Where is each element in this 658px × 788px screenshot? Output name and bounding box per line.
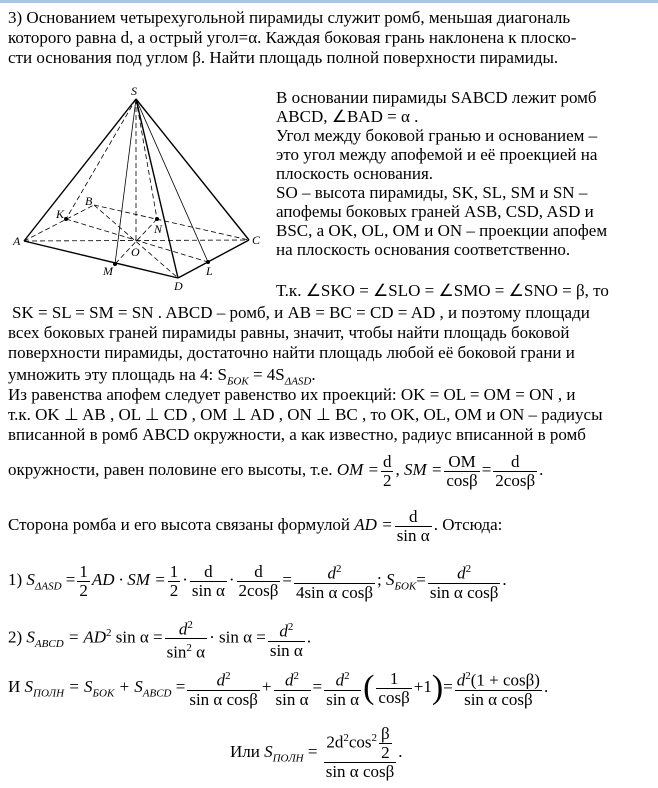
solution-line-1: В основании пирамиды SABCD лежит ромб — [276, 88, 597, 107]
subscript: ΔASD — [284, 375, 312, 388]
solution-line-6: SO – высота пирамиды, SK, SL, SM и SN – — [276, 183, 588, 202]
fraction — [294, 560, 375, 602]
text: d — [457, 563, 466, 583]
fraction — [165, 616, 208, 662]
num: β — [381, 724, 390, 744]
text: SM = — [403, 460, 443, 479]
subscript: ΔASD — [34, 580, 62, 593]
subscript: ABCD — [34, 638, 64, 651]
top-border — [0, 0, 658, 3]
text: = — [312, 677, 323, 696]
formula-1: 1) $S_{\Delta ASD}$ = $\frac{1}{2}$ AD · SM = $\frac{1}{2}$ · $\frac{d}{\text{sin α}}$ · $\frac{d}{2\cos\beta}$ = $\frac{d^2}{\text{4sin α cosβ}}$ ; $S_{БОК}=$ $\frac{d^2}{\text{sin α cosβ}}$ . — [8, 561, 507, 602]
text: · sin α = — [209, 627, 266, 647]
label-n: N — [154, 222, 163, 236]
subscript: ПОЛН — [272, 752, 304, 765]
label-d: D — [174, 279, 183, 293]
text: + S — [118, 677, 143, 696]
num: OM — [444, 453, 479, 472]
fraction — [428, 560, 501, 602]
problem-line-1: 3) Основанием четырехугольной пирамиды служит ромб, меньшая диагональ — [8, 8, 571, 27]
text: AD = — [354, 515, 393, 534]
label-s: S — [131, 84, 137, 98]
subscript: БОК — [394, 580, 417, 593]
fraction — [324, 725, 397, 781]
problem-line-3: сти основания под углом β. Найти площадь полной поверхности пирамиды. — [8, 48, 559, 67]
formula-4: Или $S_{ПОЛН}$ = $2d^2\cos^2$ $\frac{\beta}{2}$ sin α cosβ . — [230, 724, 403, 782]
text: · — [182, 570, 188, 589]
label-k: K — [56, 207, 65, 221]
subscript: БОК — [92, 687, 115, 700]
text: = 4S — [248, 365, 285, 384]
subscript: БОК — [226, 375, 249, 388]
num: $d^2$ — [268, 618, 305, 642]
text: Сторона ромба и его высота связаны формулой — [8, 515, 351, 534]
text: = S — [68, 677, 93, 696]
den: 2 — [382, 470, 392, 490]
den: sin α cosβ — [189, 689, 258, 709]
fraction — [168, 563, 181, 600]
fraction — [395, 508, 432, 545]
text: = — [175, 677, 186, 696]
text: d — [279, 621, 288, 641]
den: sin α — [191, 580, 225, 600]
text: 2d — [326, 732, 344, 752]
fraction — [379, 725, 392, 762]
num: 1 — [376, 670, 411, 689]
text: И — [8, 677, 21, 696]
fraction — [190, 563, 227, 600]
text: 1) — [8, 570, 23, 589]
den: sin α — [326, 689, 360, 709]
fraction — [268, 618, 305, 660]
solution-line-8: BSC, а OK, OL, OM и ON – проекции апофем — [276, 221, 608, 240]
formula-2: 2) $S_{ABCD} = AD^2$ sin α = $\frac{d^2}{\sin^2 \alpha}$ · sin α = $\frac{d^2}{\text{sin α}}$ . — [8, 613, 311, 664]
text: окружности, равен половине его высоты, т.е. — [8, 460, 333, 479]
fraction — [493, 453, 537, 490]
solution-line-10: Т.к. ∠SKO = ∠SLO = ∠SMO = ∠SNO = β, то — [276, 281, 609, 300]
label-o: O — [131, 245, 140, 259]
num: $d^2$ — [428, 560, 501, 584]
label-b: B — [85, 194, 93, 208]
full-line-2: всех боковых граней пирамиды равны, значит, чтобы найти площадь боковой — [8, 323, 570, 342]
fraction — [381, 453, 394, 490]
solution-line-9: на плоскость основания соответственно. — [276, 240, 571, 259]
text: · — [228, 570, 235, 589]
label-m: M — [103, 264, 113, 278]
den: sin α cosβ — [429, 582, 499, 602]
den: 2cosβ — [238, 580, 279, 600]
solution-line-2: ABCD, ∠BAD = α . — [276, 107, 419, 126]
label-c: C — [252, 233, 261, 247]
text: = — [65, 570, 76, 589]
subscript: ПОЛН — [33, 687, 65, 700]
full-line-4: умножить эту площадь на 4: $S_{БОК} = 4S_{\Delta ASD}$. — [8, 365, 316, 388]
solution-line-7: апофемы боковых граней ASB, CSD, ASD и — [276, 202, 594, 221]
fraction — [237, 563, 281, 600]
text: +1 — [413, 677, 432, 696]
label-a: A — [13, 234, 21, 248]
text: Или — [230, 742, 260, 761]
text: d — [285, 670, 294, 690]
den: 4sin α cosβ — [295, 582, 373, 602]
num: $d^2$ — [274, 667, 311, 691]
text: cos — [348, 732, 372, 752]
text: OM = — [336, 460, 379, 479]
num: 1 — [79, 561, 88, 581]
problem-line-2: которого равна d, а острый угол=α. Каждая боковая грань наклонена к плоско- — [8, 28, 577, 47]
den: sin α — [396, 525, 430, 545]
num: d — [237, 563, 281, 582]
solution-line-3: Угол между боковой гранью и основанием – — [276, 126, 598, 145]
full-line-1: SK = SL = SM = SN . ABCD – ромб, и AB = BC = CD = AD , и поэтому площади — [12, 303, 590, 322]
num: $d^2$ — [165, 616, 208, 640]
text: = AD — [67, 627, 106, 647]
text: + — [261, 677, 272, 696]
den: 2 — [381, 743, 390, 763]
den: sin α cosβ — [325, 762, 395, 782]
num: $d^2$ — [324, 667, 361, 691]
fraction — [444, 453, 479, 490]
text: sin — [166, 642, 187, 662]
text: d — [335, 670, 345, 690]
text: sin α = — [111, 627, 163, 647]
full-line-3: поверхности пирамиды, достаточно найти площадь любой её боковой грани и — [8, 343, 575, 362]
num: d — [493, 453, 537, 472]
side-formula-line — [8, 505, 502, 545]
solution-line-5: плоскость основания. — [276, 164, 434, 183]
formula-3: И $S_{ПОЛН} = S_{БОК} + S_{ABCD}$ = $\frac{d^2}{\text{sin α cosβ}}$ + $\frac{d^2}{\text{sin α}}$ = $\frac{d^2}{\text{sin α}}$ ( $\frac{1}{\cos\beta}$ +1)= $\frac{d^2(1 + \cos\beta)}{\text{sin α cosβ}}$ . — [8, 668, 549, 709]
label-l: L — [206, 264, 213, 278]
text: d — [456, 670, 466, 690]
pyramid-figure — [0, 80, 280, 293]
num: d — [382, 451, 392, 471]
den: sin α cosβ — [464, 689, 533, 709]
fraction — [274, 667, 311, 709]
num: $d^2$ — [294, 560, 375, 584]
text: d — [216, 670, 226, 690]
fraction — [455, 667, 542, 709]
den: sin α — [269, 640, 303, 660]
fraction — [376, 670, 411, 707]
full-line-5: Из равенства апофем следует равенство их проекций: OK = OL = OM = ON , и — [8, 385, 576, 404]
den: $\sin^2 \alpha$ — [166, 642, 206, 662]
text: . Отсюда: — [433, 515, 503, 534]
den: 2 — [79, 580, 88, 600]
text: d — [178, 619, 188, 639]
subscript: ABCD — [142, 687, 172, 700]
text: 2) — [8, 627, 23, 647]
text: умножить эту площадь на 4: S — [8, 365, 227, 384]
fraction — [187, 667, 260, 709]
den: 2cosβ — [495, 470, 536, 490]
full-line-8: окружности, равен половине его высоты, т.е. OM = $\frac{d}{2}$ , SM = $\frac{OM}{\cos\beta}$ = $\frac{d}{2\cos\beta}$ . — [8, 451, 544, 490]
num: 1 — [169, 561, 179, 581]
full-line-6: т.к. OK ⊥ AB , OL ⊥ CD , OM ⊥ AD , ON ⊥ BC , то OK, OL, OM и ON – радиусы — [8, 405, 603, 424]
num: d — [395, 508, 432, 527]
den: cosβ — [378, 687, 410, 707]
text: (1 + cosβ) — [470, 670, 540, 690]
fraction — [77, 563, 90, 600]
num: $2d^2\cos^2$ $\frac{\beta}{2}$ — [324, 725, 397, 763]
fraction — [324, 667, 361, 709]
text: d — [327, 563, 336, 583]
den: sin α — [275, 689, 309, 709]
solution-line-4: это угол между апофемой и её проекцией на — [276, 145, 598, 164]
num: $d^2$ — [187, 667, 260, 691]
full-line-7: вписанной в ромб ABCD окружности, а как известно, радиус вписанной в ромб — [8, 425, 586, 444]
den: cosβ — [446, 470, 478, 490]
den: 2 — [169, 580, 179, 600]
num: $d^2(1 + \cos\beta)$ — [455, 667, 542, 691]
text: AD · SM = — [91, 570, 166, 589]
num: d — [190, 563, 227, 582]
